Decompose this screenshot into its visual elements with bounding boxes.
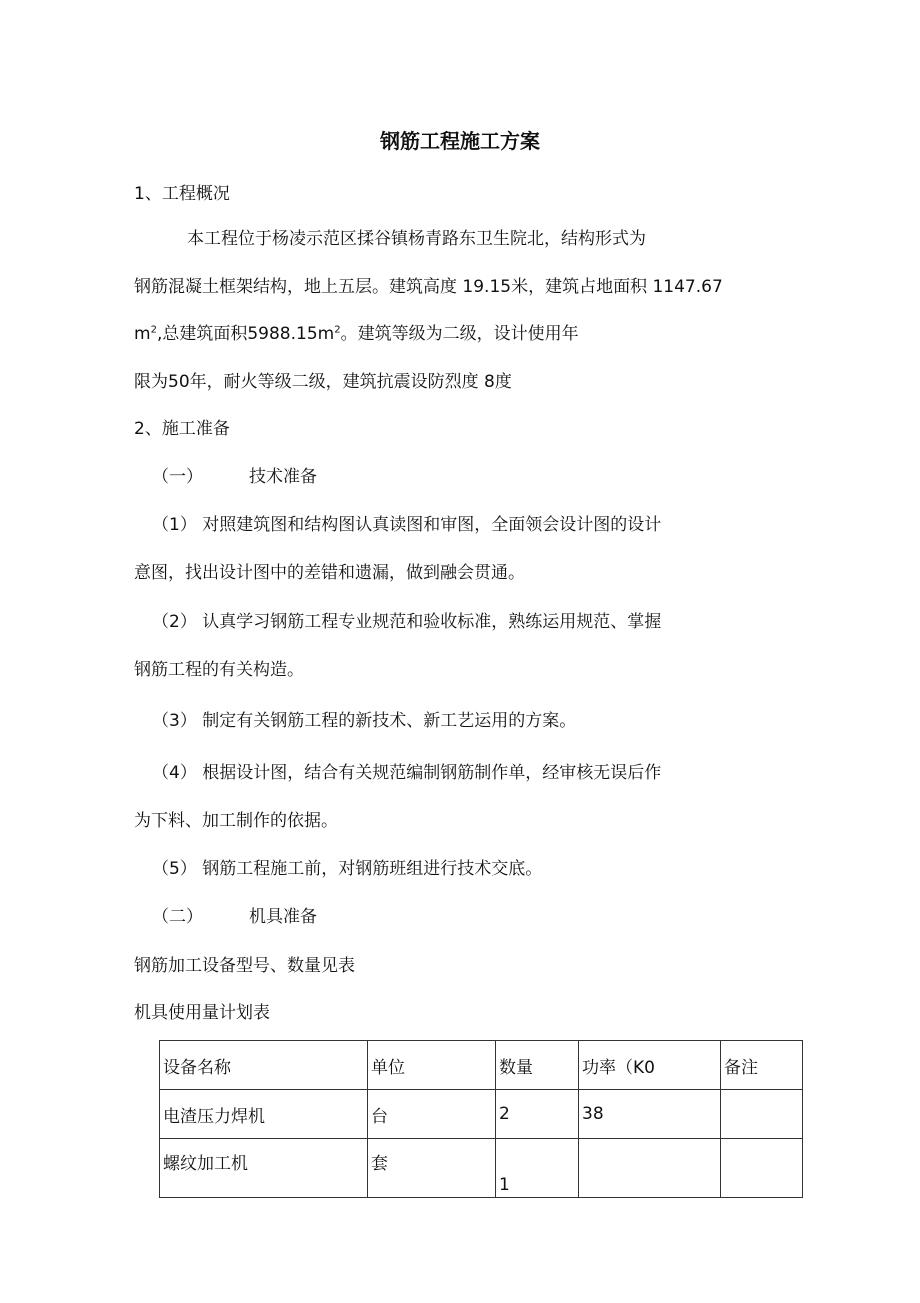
header-cell-power: 功率（K0 bbox=[579, 1041, 721, 1090]
superscript-2: 2 bbox=[334, 324, 341, 336]
tech-item-1: （1） 对照建筑图和结构图认真读图和审图，全面领会设计图的设计 bbox=[152, 515, 662, 535]
unit-m: m bbox=[134, 324, 151, 344]
subsection-2-title: 机具准备 bbox=[249, 907, 317, 927]
subsection-1-heading bbox=[152, 466, 317, 488]
subsection-1-title: 技术准备 bbox=[249, 467, 317, 487]
tech-item-5: （5） 钢筋工程施工前，对钢筋班组进行技术交底。 bbox=[152, 859, 543, 879]
tech-item-3: （3） 制定有关钢筋工程的新技术、新工艺运用的方案。 bbox=[152, 711, 577, 731]
cell-notes bbox=[721, 1090, 803, 1139]
equipment-table bbox=[159, 1040, 803, 1198]
cell-name: 电渣压力焊机 bbox=[160, 1090, 368, 1139]
total-area-text: ,总建筑面积5988.15m bbox=[156, 324, 335, 344]
cell-unit: 套 bbox=[368, 1139, 496, 1198]
table-row bbox=[160, 1139, 803, 1198]
superscript-2: 2 bbox=[150, 324, 157, 336]
overview-line-3 bbox=[134, 323, 579, 345]
subsection-1-number: （一） bbox=[152, 467, 203, 487]
tech-item-4: （4） 根据设计图，结合有关规范编制钢筋制作单，经审核无误后作 bbox=[152, 763, 662, 783]
header-cell-name: 设备名称 bbox=[160, 1041, 368, 1090]
section-1-heading: 1、工程概况 bbox=[134, 184, 230, 204]
cell-power bbox=[579, 1139, 721, 1198]
subsection-2-number: （二） bbox=[152, 907, 203, 927]
tech-item-2: （2） 认真学习钢筋工程专业规范和验收标准，熟练运用规范、掌握 bbox=[152, 612, 662, 632]
tech-item-2-cont: 钢筋工程的有关构造。 bbox=[134, 660, 304, 680]
cell-unit: 台 bbox=[368, 1090, 496, 1139]
cell-notes bbox=[721, 1139, 803, 1198]
header-cell-quantity: 数量 bbox=[496, 1041, 579, 1090]
document-title: 钢筋工程施工方案 bbox=[380, 129, 540, 153]
overview-line-1: 本工程位于杨凌示范区揉谷镇杨青路东卫生院北，结构形式为 bbox=[187, 229, 646, 249]
table-header-row bbox=[160, 1041, 803, 1090]
table-caption: 机具使用量计划表 bbox=[134, 1003, 270, 1023]
tech-item-4-cont: 为下料、加工制作的依据。 bbox=[134, 811, 338, 831]
subsection-2-heading bbox=[152, 906, 317, 928]
overview-line-4: 限为50年，耐火等级二级，建筑抗震设防烈度 8度 bbox=[134, 372, 512, 392]
grade-text: 。建筑等级为二级，设计使用年 bbox=[340, 324, 579, 344]
header-cell-notes: 备注 bbox=[721, 1041, 803, 1090]
tech-item-1-cont: 意图，找出设计图中的差错和遗漏，做到融会贯通。 bbox=[134, 563, 525, 583]
table-row bbox=[160, 1090, 803, 1139]
equipment-intro: 钢筋加工设备型号、数量见表 bbox=[134, 956, 355, 976]
overview-line-2: 钢筋混凝土框架结构，地上五层。建筑高度 19.15米，建筑占地面积 1147.67 bbox=[134, 277, 723, 297]
cell-name: 螺纹加工机 bbox=[160, 1139, 368, 1198]
cell-power: 38 bbox=[579, 1090, 721, 1139]
section-2-heading: 2、施工准备 bbox=[134, 419, 230, 439]
cell-quantity: 2 bbox=[496, 1090, 579, 1139]
header-cell-unit: 单位 bbox=[368, 1041, 496, 1090]
cell-quantity: 1 bbox=[496, 1139, 579, 1198]
